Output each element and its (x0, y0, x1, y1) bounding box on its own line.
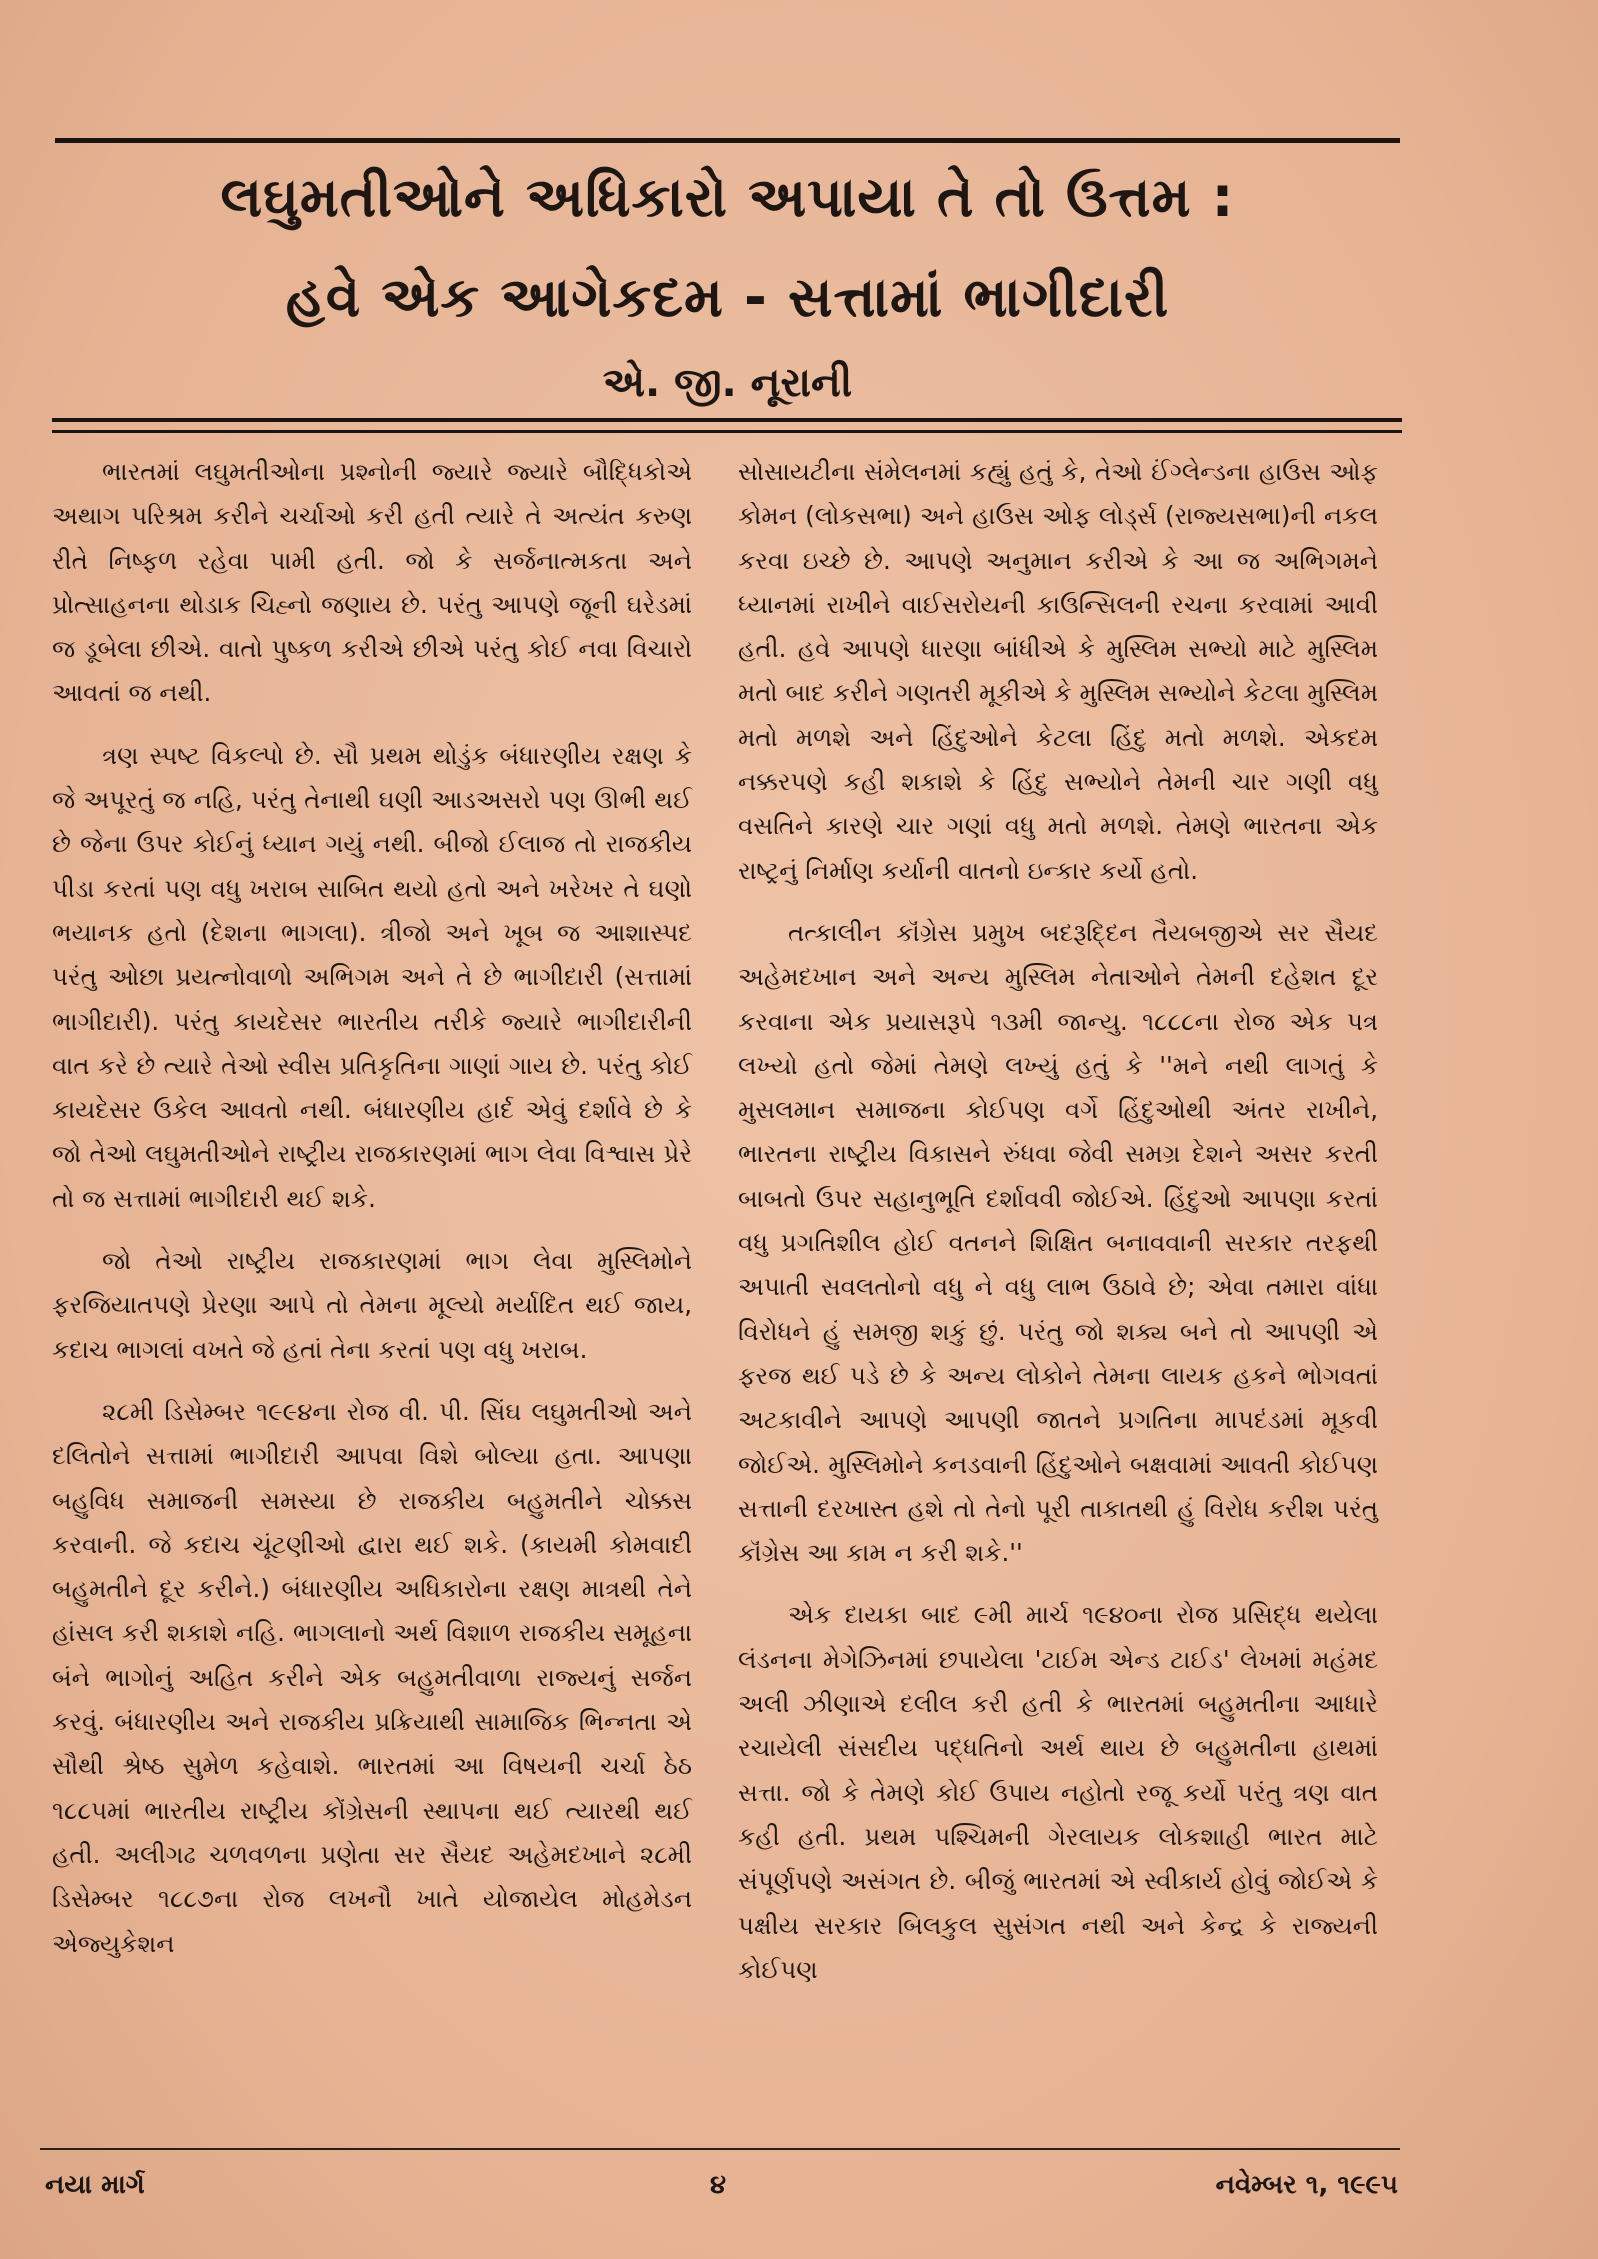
header-rule-upper (52, 418, 1402, 422)
paragraph: એક દાયકા બાદ ૯મી માર્ચ ૧૯૪૦ના રોજ પ્રસિદ્ધ થયેલા લંડનના મેગેઝિનમાં છપાયેલા 'ટાઈમ એન્ડ ટાઈડ' લેખમાં મહંમદ અલી ઝીણાએ દલીલ કરી હતી કે ભારતમાં બહુમતીના આધારે રચાયેલી સંસદીય પદ્ધતિનો અર્થ થાય છે બહુમતીના હાથમાં સત્તા. જો કે તેમણે કોઈ ઉપાય નહોતો રજૂ કર્યો પરંતુ ત્રણ વાત કહી હતી. પ્રથમ પશ્ચિમની ગેરલાયક લોકશાહી ભારત માટે સંપૂર્ણપણે અસંગત છે. બીજું ભારતમાં એ સ્વીકાર્ય હોવું જોઈએ કે પક્ષીય સરકાર બિલકુલ સુસંગત નથી અને કેન્દ્ર કે રાજ્યની કોઈપણ (738, 1600, 1378, 1984)
paragraph: ત્રણ સ્પષ્ટ વિકલ્પો છે. સૌ પ્રથમ થોડુંક બંધારણીય રક્ષણ કે જે અપૂરતું જ નહિ, પરંતુ તેનાથી ઘણી આડઅસરો પણ ઊભી થઈ છે જેના ઉપર કોઈનું ધ્યાન ગયું નથી. બીજો ઈલાજ તો રાજકીય પીડા કરતાં પણ વધુ ખરાબ સાબિત થયો હતો અને ખરેખર તે ઘણો ભયાનક હતો (દેશના ભાગલા). ત્રીજો અને ખૂબ જ આશાસ્પદ પરંતુ ઓછા પ્રયત્નોવાળો અભિગમ અને તે છે ભાગીદારી (સત્તામાં ભાગીદારી). પરંતુ કાયદેસર ભારતીય તરીકે જ્યારે ભાગીદારીની વાત કરે છે ત્યારે તેઓ સ્વીસ પ્રતિકૃતિના ગાણાં ગાય છે. પરંતુ કોઈ કાયદેસર ઉકેલ આવતો નથી. બંધારણીય હાર્દ એવું દર્શાવે છે કે જો તેઓ લઘુમતીઓને રાષ્ટ્રીય રાજકારણમાં ભાગ લેવા વિશ્વાસ પ્રેરે તો જ સત્તામાં ભાગીદારી થઈ શકે. (52, 740, 692, 1213)
issue-date: નવેમ્બર ૧, ૧૯૯૫ (1215, 2170, 1398, 2200)
paragraph: સોસાયટીના સંમેલનમાં કહ્યું હતું કે, તેઓ ઈંગ્લેન્ડના હાઉસ ઓફ કોમન (લોકસભા) અને હાઉસ ઓફ લોર્ડ્સ (રાજ્યસભા)ની નકલ કરવા ઇચ્છે છે. આપણે અનુમાન કરીએ કે આ જ અભિગમને ધ્યાનમાં રાખીને વાઈસરોયની કાઉન્સિલની રચના કરવામાં આવી હતી. હવે આપણે ધારણા બાંધીએ કે મુસ્લિમ સભ્યો માટે મુસ્લિમ મતો બાદ કરીને ગણતરી મૂકીએ કે મુસ્લિમ સભ્યોને કેટલા મુસ્લિમ મતો મળશે અને હિંદુઓને કેટલા હિંદુ મતો મળશે. એકદમ નક્કરપણે કહી શકાશે કે હિંદુ સભ્યોને તેમની ચાર ગણી વધુ વસતિને કારણે ચાર ગણાં વધુ મતો મળશે. તેમણે ભારતના એક રાષ્ટ્રનું નિર્માણ કર્યાની વાતનો ઇન્કાર કર્યો હતો. (738, 457, 1378, 885)
paragraph: જો તેઓ રાષ્ટ્રીય રાજકારણમાં ભાગ લેવા મુસ્લિમોને ફરજિયાતપણે પ્રેરણા આપે તો તેમના મૂલ્યો મર્યાદિત થઈ જાય, કદાચ ભાગલાં વખતે જે હતાં તેના કરતાં પણ વધુ ખરાબ. (52, 1246, 692, 1364)
paragraph: તત્કાલીન કૉંગ્રેસ પ્રમુખ બદરૂદ્દિન તૈયબજીએ સર સૈયદ અહેમદખાન અને અન્ય મુસ્લિમ નેતાઓને તેમની દહેશત દૂર કરવાના એક પ્રયાસરૂપે ૧૩મી જાન્યુ. ૧૮૮૮ના રોજ એક પત્ર લખ્યો હતો જેમાં તેમણે લખ્યું હતું કે ''મને નથી લાગતું કે મુસલમાન સમાજના કોઈપણ વર્ગે હિંદુઓથી અંતર રાખીને, ભારતના રાષ્ટ્રીય વિકાસને રુંધવા જેવી સમગ્ર દેશને અસર કરતી બાબતો ઉપર સહાનુભૂતિ દર્શાવવી જોઈએ. હિંદુઓ આપણા કરતાં વધુ પ્રગતિશીલ હોઈ વતનને શિક્ષિત બનાવવાની સરકાર તરફથી અપાતી સવલતોનો વધુ ને વધુ લાભ ઉઠાવે છે; એવા તમારા વાંધા વિરોધને હું સમજી શકું છું. પરંતુ જો શક્ય બને તો આપણી એ ફરજ થઈ પડે છે કે અન્ય લોકોને તેમના લાયક હકને ભોગવતાં અટકાવીને આપણે આપણી જાતને પ્રગતિના માપદંડમાં મૂકવી જોઈએ. મુસ્લિમોને કનડવાની હિંદુઓને બક્ષવામાં આવતી કોઈપણ સત્તાની દરખાસ્ત હશે તો તેનો પૂરી તાકાતથી હું વિરોધ કરીશ પરંતુ કૉંગ્રેસ આ કામ ન કરી શકે.'' (738, 917, 1378, 1568)
header-rule-lower (52, 430, 1402, 433)
footer-rule (40, 2148, 1400, 2150)
right-column (738, 450, 1378, 2010)
left-column (52, 450, 692, 1984)
article-author: એ. જી. નૂરાની (602, 360, 853, 406)
article-title-line-2: હવે એક આગેકદમ - સત્તામાં ભાગીદારી (285, 265, 1170, 329)
publication-name: નયા માર્ગ (45, 2170, 145, 2200)
page-number: ૪ (710, 2170, 727, 2200)
paragraph: ૨૮મી ડિસેમ્બર ૧૯૯૪ના રોજ વી. પી. સિંઘ લઘુમતીઓ અને દલિતોને સત્તામાં ભાગીદારી આપવા વિશે બોલ્યા હતા. આપણા બહુવિધ સમાજની સમસ્યા છે રાજકીય બહુમતીને ચોક્કસ કરવાની. જે કદાચ ચૂંટણીઓ દ્વારા થઈ શકે. (કાયમી કોમવાદી બહુમતીને દૂર કરીને.) બંધારણીય અધિકારોના રક્ષણ માત્રથી તેને હાંસલ કરી શકાશે નહિ. ભાગલાનો અર્થ વિશાળ રાજકીય સમૂહના બંને ભાગોનું અહિત કરીને એક બહુમતીવાળા રાજ્યનું સર્જન કરવું. બંધારણીય અને રાજકીય પ્રક્રિયાથી સામાજિક ભિન્નતા એ સૌથી શ્રેષ્ઠ સુમેળ કહેવાશે. ભારતમાં આ વિષયની ચર્ચા ઠેઠ ૧૮૮૫માં ભારતીય રાષ્ટ્રીય કોંગ્રેસની સ્થાપના થઈ ત્યારથી થઈ હતી. અલીગઢ ચળવળના પ્રણેતા સર સૈયદ અહેમદખાને ૨૮મી ડિસેમ્બર ૧૮૮૭ના રોજ લખનૌ ખાતે યોજાયેલ મોહમેડન એજ્યુકેશન (52, 1396, 692, 1958)
article-title-line-1: લઘુમતીઓને અધિકારો અપાયા તે તો ઉત્તમ : (220, 165, 1235, 229)
paragraph: ભારતમાં લઘુમતીઓના પ્રશ્નોની જ્યારે જ્યારે બૌદ્ધિકોએ અથાગ પરિશ્રમ કરીને ચર્ચાઓ કરી હતી ત્યારે તે અત્યંત કરુણ રીતે નિષ્ફળ રહેવા પામી હતી. જો કે સર્જનાત્મકતા અને પ્રોત્સાહનના થોડાક ચિહ્નો જણાય છે. પરંતુ આપણે જૂની ઘરેડમાં જ ડૂબેલા છીએ. વાતો પુષ્કળ કરીએ છીએ પરંતુ કોઈ નવા વિચારો આવતાં જ નથી. (52, 457, 692, 708)
top-rule (55, 138, 1400, 143)
